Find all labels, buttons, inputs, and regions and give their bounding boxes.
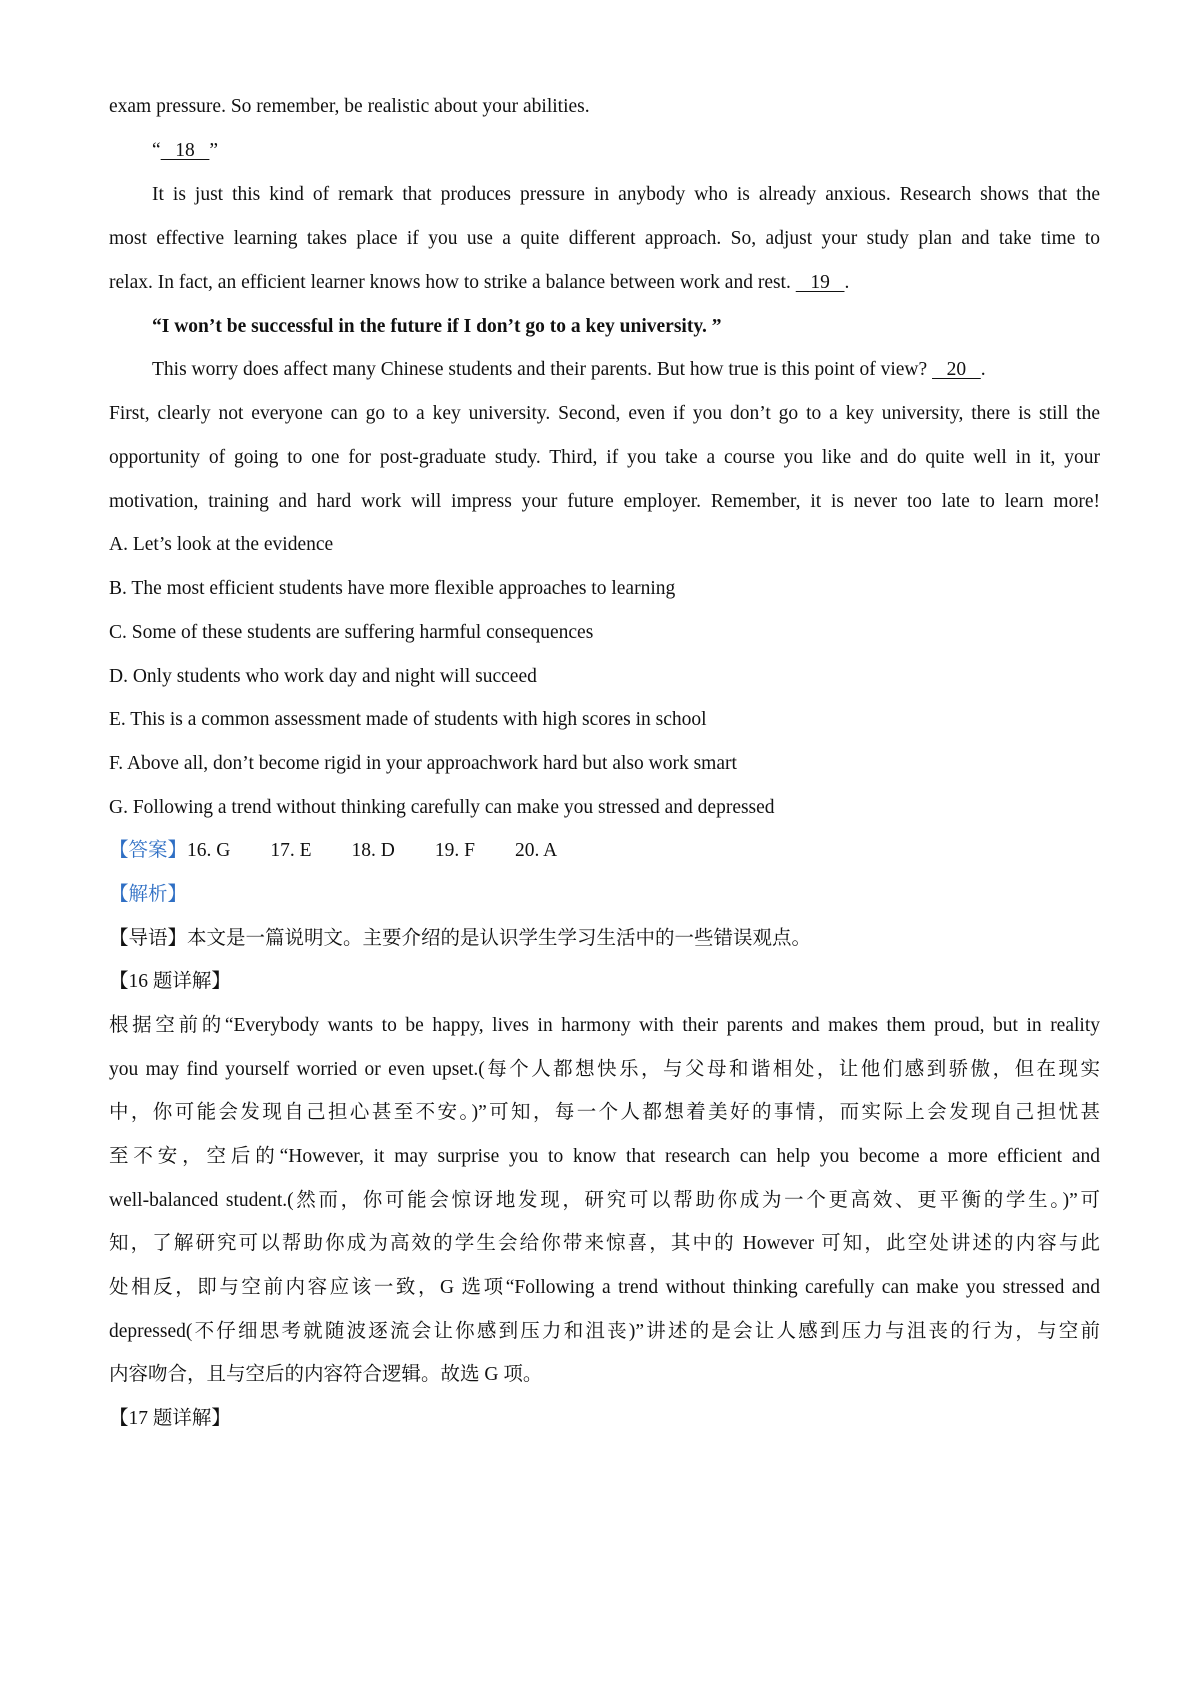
option-e: E. This is a common assessment made of students with high scores in school xyxy=(109,709,707,730)
option-d: D. Only students who work day and night will succeed xyxy=(109,666,537,687)
passage-line: motivation, training and hard work will impress your future employer. Remember, it is never too late to learn more! xyxy=(109,491,1100,512)
explanation-line: 中，你可能会发现自己担心甚至不安。)”可知，每一个人都想着美好的事情，而实际上会发现自己担忧甚 xyxy=(109,1102,1100,1123)
analysis-label: 【解析】 xyxy=(109,884,188,905)
answer-item: 17. E xyxy=(270,840,312,861)
answer-item: 20. A xyxy=(514,840,558,861)
explanation-line: 知，了解研究可以帮助你成为高效的学生会给你带来惊喜，其中的 However 可知，此空处讲述的内容与此 xyxy=(109,1233,1100,1254)
passage-text: relax. In fact, an efficient learner knows how to strike a balance between work and rest. xyxy=(109,272,796,293)
passage-line: most effective learning takes place if you use a quite different approach. So, adjust your study plan and take time to xyxy=(109,228,1100,249)
passage-line: First, clearly not everyone can go to a key university. Second, even if you don’t go to a key university, there is still the xyxy=(109,403,1100,424)
passage-text: . xyxy=(844,272,850,293)
option-c: C. Some of these students are suffering harmful consequences xyxy=(109,622,594,643)
analysis-intro: 【导语】本文是一篇说明文。主要介绍的是认识学生学习生活中的一些错误观点。 xyxy=(109,928,812,949)
explanation-line: you may find yourself worried or even upset.(每个人都想快乐，与父母和谐相处，让他们感到骄傲，但在现实 xyxy=(109,1059,1100,1080)
explanation-line: depressed(不仔细思考就随波逐流会让你感到压力和沮丧)”讲述的是会让人感到压力与沮丧的行为，与空前 xyxy=(109,1321,1100,1342)
blank-19: 19 xyxy=(795,272,845,293)
passage-text: This worry does affect many Chinese students and their parents. But how true is this point of view? xyxy=(152,359,933,380)
passage-line: It is just this kind of remark that produces pressure in anybody who is already anxious. Research shows that the xyxy=(152,184,1100,205)
option-g: G. Following a trend without thinking carefully can make you stressed and depressed xyxy=(109,797,775,818)
option-b: B. The most efficient students have more flexible approaches to learning xyxy=(109,578,676,599)
passage-line xyxy=(109,269,1100,297)
explanation-line: well-balanced student.(然而，你可能会惊讶地发现，研究可以帮助你成为一个更高效、更平衡的学生。)”可 xyxy=(109,1190,1100,1211)
explanation-line: 处相反，即与空前内容应该一致，G 选项“Following a trend without thinking carefully can make you stressed and xyxy=(109,1277,1100,1298)
close-quote: ” xyxy=(209,140,219,161)
question-16-title: 【16 题详解】 xyxy=(109,971,231,992)
question-17-title: 【17 题详解】 xyxy=(109,1408,231,1429)
passage-text: . xyxy=(980,359,986,380)
passage-line: exam pressure. So remember, be realistic about your abilities. xyxy=(109,96,590,117)
open-quote: “ xyxy=(152,140,161,161)
explanation-line: 根据空前的“Everybody wants to be happy, lives in harmony with their parents and makes them proud, but in reality xyxy=(109,1015,1100,1036)
option-a: A. Let’s look at the evidence xyxy=(109,534,334,555)
passage-line: opportunity of going to one for post-graduate study. Third, if you take a course you like and do quite well in it, your xyxy=(109,447,1100,468)
blank-18: 18 xyxy=(160,140,210,161)
question-18-heading xyxy=(152,137,1100,165)
answer-line xyxy=(109,837,1100,865)
blank-20: 20 xyxy=(932,359,981,380)
explanation-line: 至不安，空后的“However, it may surprise you to know that research can help you become a more efficient and xyxy=(109,1146,1100,1167)
option-f: F. Above all, don’t become rigid in your approachwork hard but also work smart xyxy=(109,753,737,774)
section-heading: “I won’t be successful in the future if I don’t go to a key university. ” xyxy=(152,316,722,337)
answer-item: 19. F xyxy=(434,840,475,861)
answer-item: 16. G xyxy=(187,840,231,861)
answer-label: 【答案】 xyxy=(109,840,188,861)
explanation-line: 内容吻合，且与空后的内容符合逻辑。故选 G 项。 xyxy=(109,1364,543,1385)
passage-line xyxy=(152,356,1100,384)
answer-item: 18. D xyxy=(351,840,395,861)
